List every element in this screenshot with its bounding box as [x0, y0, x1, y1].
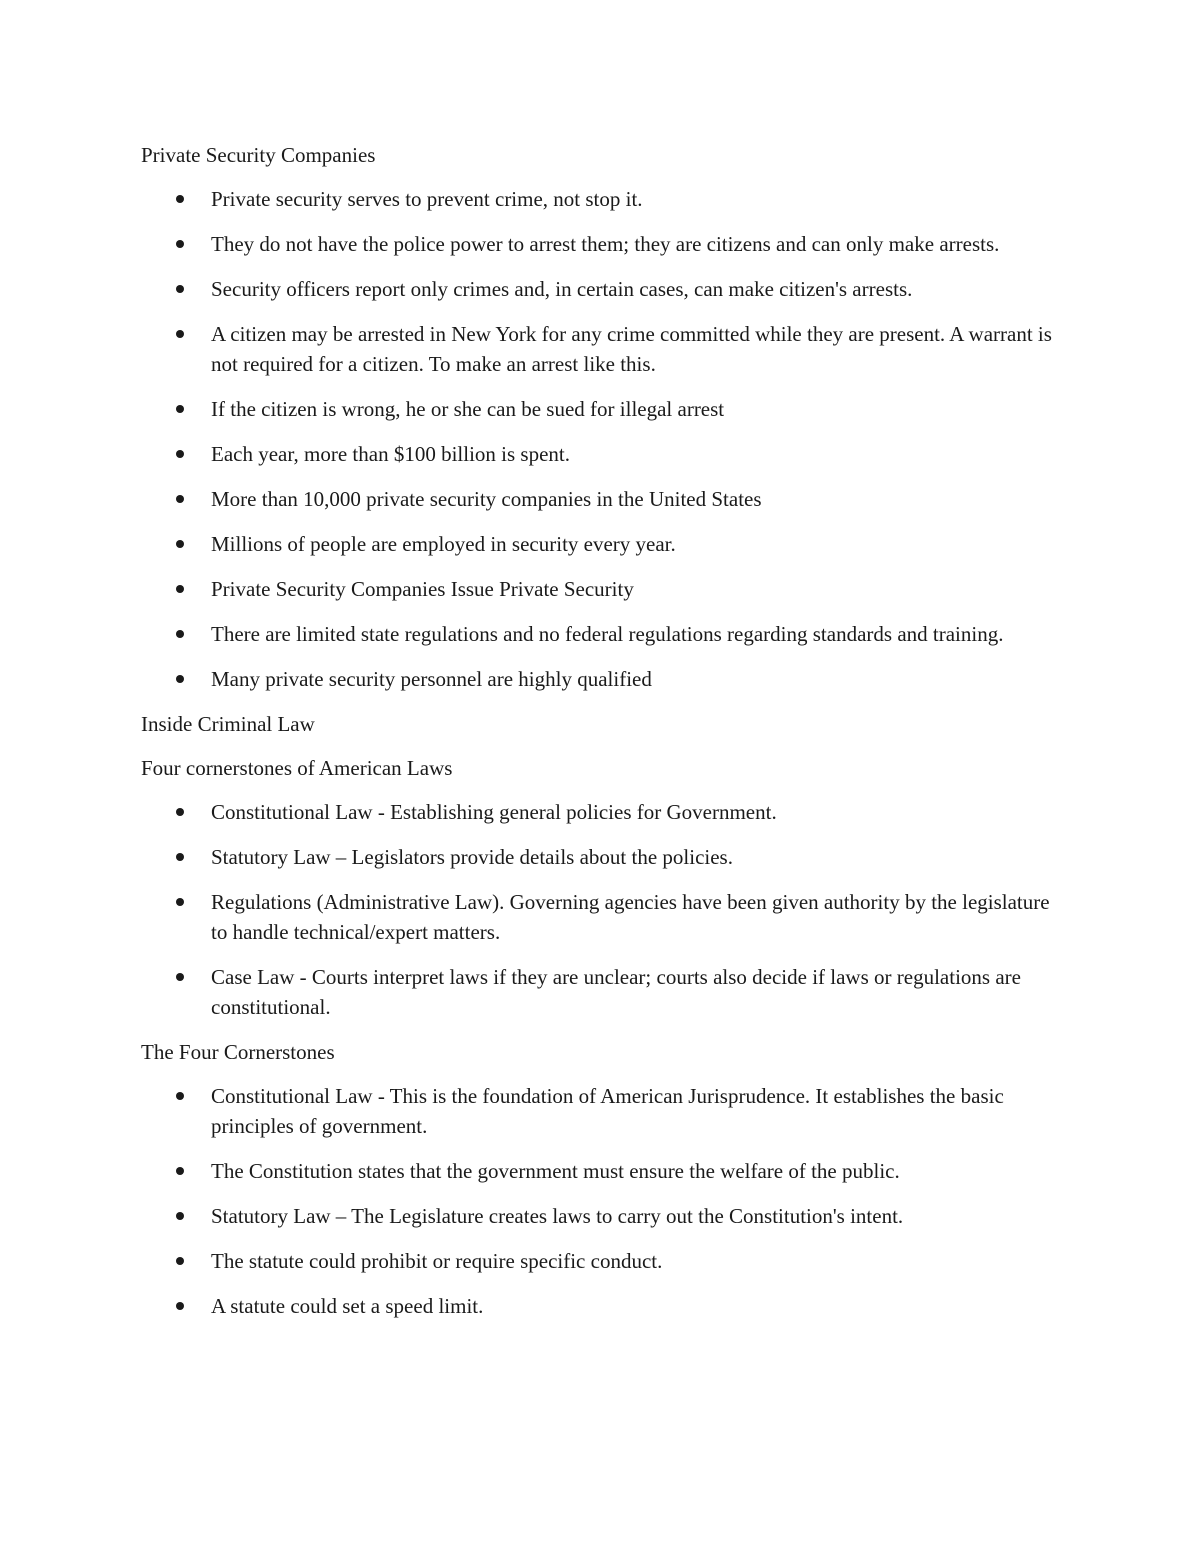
list-item-text: Statutory Law – The Legislature creates laws to carry out the Constitution's intent. [211, 1204, 904, 1228]
bullet-icon [176, 195, 184, 203]
list-item [141, 394, 1071, 424]
list-item-text: Regulations (Administrative Law). Governing agencies have been given authority by the legislature to handle technical/expert matters. [211, 890, 1050, 944]
list-item [141, 1156, 1071, 1186]
list-item-text: More than 10,000 private security companies in the United States [211, 487, 762, 511]
list-item-text: Many private security personnel are highly qualified [211, 667, 652, 691]
list-item-text: Millions of people are employed in security every year. [211, 532, 676, 556]
list-item-text: Each year, more than $100 billion is spent. [211, 442, 570, 466]
bullet-list [141, 1081, 1071, 1321]
list-item-text: Private security serves to prevent crime, not stop it. [211, 187, 643, 211]
list-item-text: Constitutional Law - Establishing general policies for Government. [211, 800, 777, 824]
list-item [141, 842, 1071, 872]
section-heading: Private Security Companies [141, 143, 376, 167]
list-item-text: Security officers report only crimes and, in certain cases, can make citizen's arrests. [211, 277, 913, 301]
list-item [141, 1246, 1071, 1276]
bullet-icon [176, 540, 184, 548]
bullet-icon [176, 675, 184, 683]
list-item [141, 797, 1071, 827]
list-item [141, 1201, 1071, 1231]
bullet-icon [176, 1257, 184, 1265]
list-item-text: A statute could set a speed limit. [211, 1294, 484, 1318]
bullet-icon [176, 285, 184, 293]
section-heading: The Four Cornerstones [141, 1040, 335, 1064]
bullet-icon [176, 450, 184, 458]
list-item [141, 274, 1071, 304]
list-item-text: The Constitution states that the government must ensure the welfare of the public. [211, 1159, 900, 1183]
list-item [141, 619, 1071, 649]
list-item [141, 574, 1071, 604]
list-item [141, 664, 1071, 694]
section-heading: Inside Criminal Law [141, 712, 315, 736]
list-item [141, 887, 1071, 947]
bullet-icon [176, 1167, 184, 1175]
list-item [141, 1291, 1071, 1321]
list-item-text: Constitutional Law - This is the foundation of American Jurisprudence. It establishes the basic principles of government. [211, 1084, 1004, 1138]
list-item [141, 1081, 1071, 1141]
list-item-text: A citizen may be arrested in New York for any crime committed while they are present. A warrant is not required for a citizen. To make an arrest like this. [211, 322, 1052, 376]
list-item [141, 529, 1071, 559]
list-item [141, 962, 1071, 1022]
bullet-list [141, 797, 1071, 1022]
list-item-text: Private Security Companies Issue Private Security [211, 577, 634, 601]
list-item-text: The statute could prohibit or require specific conduct. [211, 1249, 663, 1273]
bullet-list [141, 184, 1071, 694]
bullet-icon [176, 495, 184, 503]
list-item [141, 484, 1071, 514]
bullet-icon [176, 1302, 184, 1310]
bullet-icon [176, 898, 184, 906]
bullet-icon [176, 1212, 184, 1220]
bullet-icon [176, 585, 184, 593]
list-item [141, 319, 1071, 379]
document-body [141, 140, 1071, 1336]
list-item-text: Statutory Law – Legislators provide details about the policies. [211, 845, 733, 869]
section-heading: Four cornerstones of American Laws [141, 756, 453, 780]
list-item [141, 184, 1071, 214]
bullet-icon [176, 808, 184, 816]
list-item-text: There are limited state regulations and no federal regulations regarding standards and training. [211, 622, 1004, 646]
list-item [141, 229, 1071, 259]
bullet-icon [176, 240, 184, 248]
bullet-icon [176, 405, 184, 413]
bullet-icon [176, 330, 184, 338]
list-item [141, 439, 1071, 469]
bullet-icon [176, 1092, 184, 1100]
list-item-text: If the citizen is wrong, he or she can be sued for illegal arrest [211, 397, 725, 421]
list-item-text: Case Law - Courts interpret laws if they are unclear; courts also decide if laws or regulations are constitutional. [211, 965, 1021, 1019]
bullet-icon [176, 630, 184, 638]
bullet-icon [176, 853, 184, 861]
list-item-text: They do not have the police power to arrest them; they are citizens and can only make arrests. [211, 232, 1000, 256]
bullet-icon [176, 973, 184, 981]
